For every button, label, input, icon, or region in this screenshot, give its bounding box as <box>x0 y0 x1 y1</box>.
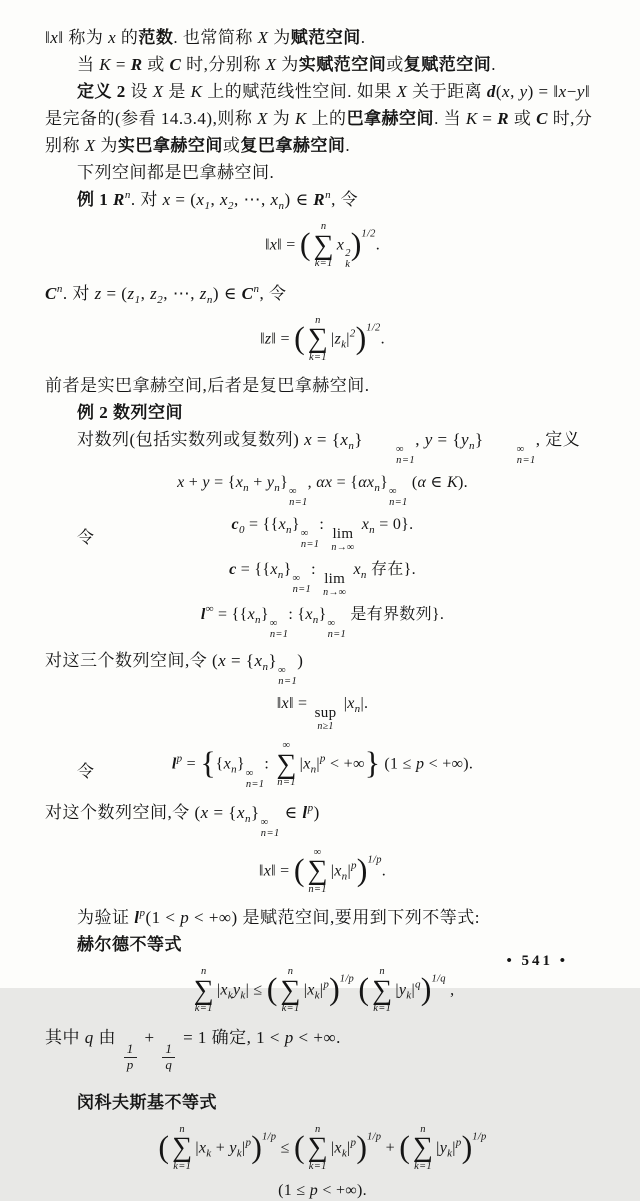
formula-lp-norm: ‖x‖ = ( ∞ ∑ n=1 $|x_n|^p)^{1/p}$. <box>258 846 387 895</box>
paragraph-this-sequence-space: 对这个数列空间,令 ($x = \{x_n\}$ ∞ n=1 ∈ $l^p$) <box>45 801 320 839</box>
formula-holder-inequality: n ∑ k=1 $|x_ky_k|$ ≤ ( n ∑ k=1 $|x_k|^p)^{1/p}$ ( n ∑ k=1 $|y_k|^q)^{1/q}$ , <box>193 966 455 1015</box>
formula-cn-norm: ‖z‖ = ( n ∑ k=1 $|z_k|^2)^{1/2}$. <box>260 314 385 363</box>
paragraph-q-condition: 其中 q 由 $\frac{1}{p}$ + $\frac{1}{q}$ = 1 确定, 1 < p < +∞. <box>45 1027 341 1072</box>
paragraph-real-complex-banach: 前者是实巴拿赫空间,后者是复巴拿赫空间. <box>45 376 370 396</box>
formula-sup-norm: ‖x‖ = sup n≥1 $|x_n|$. <box>276 695 369 733</box>
paragraph-definition-2-line2: 是完备的(参看 14.3.4),则称 X 为 K 上的巴拿赫空间. 当 K = R 或 C 时,分 <box>45 109 593 128</box>
page-number: • 541 • <box>506 953 568 969</box>
paragraph-real-complex-normed: 当 K = R 或 C 时,分别称 X 为实赋范空间或复赋范空间. <box>77 55 497 74</box>
paragraph-banach-examples-intro: 下列空间都是巴拿赫空间. <box>77 163 275 182</box>
formula-linf-space: $l^\infty = \{\{x_n\}$ ∞ n=1 : $\{x_n\}$ ∞ n=1 是有界数列}. <box>200 603 445 641</box>
paragraph-cn-case: $C^n$. 对 $z = (z_1$, $z_2$, ⋯, $z_n$) ∈ $C^n$, 令 <box>45 282 287 306</box>
formula-minkowski-range: (1 ≤ p < +∞). <box>278 1182 367 1200</box>
heading-example-2-sequence-spaces: 例 2 数列空间 <box>77 403 183 423</box>
lead-ling-1: 令 <box>77 528 94 548</box>
formula-sequence-operations: $x + y = \{x_n + y_n\}$ ∞ n=1 , $\alpha x = \{\alpha x_n\}$ ∞ n=1 (α ∈ K). <box>177 474 468 509</box>
heading-holder-inequality: 赫尔德不等式 <box>77 935 182 955</box>
formula-c0-space: $c_0 = \{\{x_n\}$ ∞ n=1 : lim n→∞ $x_n = 0$}. <box>231 516 414 554</box>
display-group-lp <box>45 741 600 790</box>
formula-rn-norm: ‖x‖ = ( n ∑ k=1 x 2 k )$^{1/2}$. <box>264 221 381 271</box>
paragraph-three-sequence-spaces: 对这三个数列空间,令 ($x = \{x_n\}$ ∞ n=1 ) <box>45 651 304 688</box>
formula-c-space: $c = \{\{x_n\}$ ∞ n=1 : lim n→∞ $x_n$ 存在}. <box>229 561 416 599</box>
formula-lp-space: $l^p = \{\{x_n\}$ ∞ n=1 : ∞ ∑ n=1 $|x_n|^p$ < +∞} (1 ≤ p < +∞). <box>171 740 474 790</box>
paragraph-norm-definition: ‖x‖ 称为 x 的范数. 也常简称 X 为赋范空间. <box>45 28 366 47</box>
paragraph-definition-2-line3: 别称 X 为实巴拿赫空间或复巴拿赫空间. <box>45 136 351 155</box>
paragraph-sequence-definition: 对数列(包括实数列或复数列) $x = \{x_n\}$ ∞ n=1 , $y = \{y_n\}$ ∞ n=1 , 定义 <box>77 430 581 467</box>
formula-minkowski-inequality: ( n ∑ k=1 $|x_k + y_k|^p)^{1/p}$ ≤ ( n ∑ k=1 $|x_k|^p)^{1/p}$ + ( n ∑ k=1 $|y_k|^p)^{1/p}$ <box>158 1123 487 1172</box>
paragraph-example-1: 例 1 $R^n$. 对 $x = (x_1$, $x_2$, ⋯, $x_n$) ∈ $R^n$, 令 <box>77 189 359 212</box>
lead-ling-2: 令 <box>77 762 94 782</box>
heading-minkowski-inequality: 闵科夫斯基不等式 <box>77 1092 217 1112</box>
paragraph-definition-2-line1: 定义 2 设 X 是 K 上的赋范线性空间. 如果 X 关于距离 d(x, y) = ‖x−y‖ <box>77 82 591 101</box>
display-group-c0-c-linf <box>45 515 600 640</box>
paragraph-verify-lp: 为验证 $l^p(1 < p$ < +∞) 是赋范空间,要用到下列不等式: <box>77 907 480 928</box>
